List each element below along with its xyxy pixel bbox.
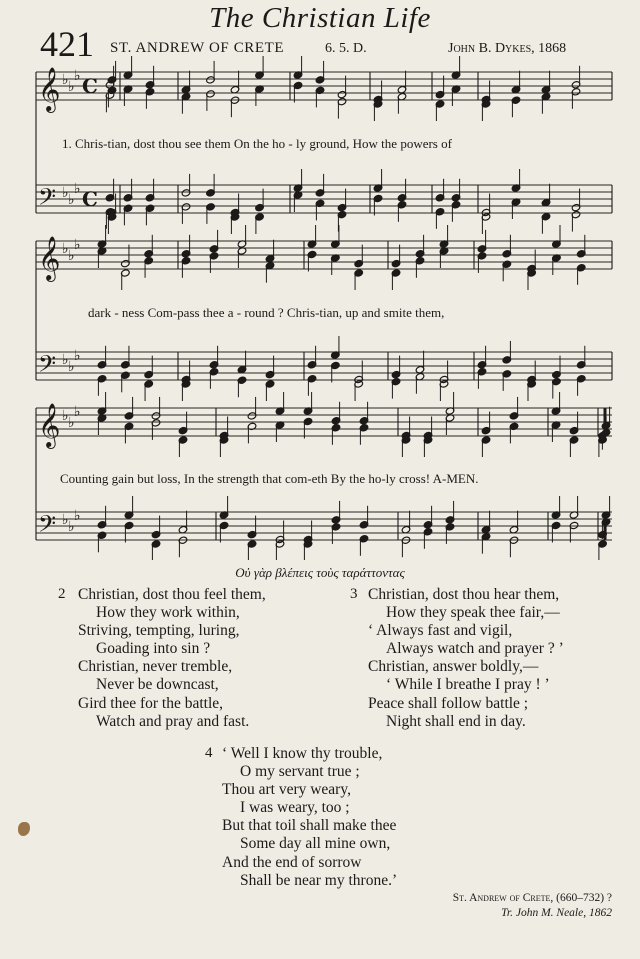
- verse-line: Gird thee for the battle,: [78, 694, 224, 712]
- composer-text: John B. Dykes, 1868: [448, 41, 567, 56]
- lyrics-line-2: dark - ness Com-pass thee a - round ? Chris-tian, up and smite them,: [88, 305, 445, 320]
- verse-number: 3: [350, 586, 358, 602]
- verse-line: Never be downcast,: [96, 676, 219, 694]
- tune-name: ST. ANDREW OF CRETE: [110, 40, 285, 56]
- verse-number: 2: [58, 586, 66, 602]
- verse-3: [368, 586, 564, 731]
- flat-sign: ♭: [62, 185, 69, 201]
- flat-sign: ♭: [68, 248, 75, 264]
- verse-line: Christian, never tremble,: [78, 658, 233, 676]
- lyrics-line-3: Counting gain but loss, In the strength that com-eth By the ho-ly cross! A-MEN.: [60, 471, 479, 486]
- flat-sign: ♭: [62, 408, 69, 424]
- treble-clef: 𝄞: [38, 403, 61, 447]
- verse-line: ‘ While I breathe I pray ! ’: [386, 676, 550, 694]
- attribution: [453, 891, 612, 921]
- verse-line: ‘ Always fast and vigil,: [368, 622, 513, 640]
- verse-line: Night shall end in day.: [386, 712, 526, 730]
- lyrics-line-1: 1. Chris-tian, dost thou see them On the ho - ly ground, How the powers of: [62, 136, 452, 151]
- verse-line: Watch and pray and fast.: [96, 712, 250, 730]
- greek-motto: Οὐ γὰρ βλέπεις τοὺς ταράττοντας: [235, 565, 405, 580]
- time-signature: C: [82, 74, 98, 98]
- verse-number: 4: [205, 745, 213, 761]
- section-title: The Christian Life: [209, 2, 431, 34]
- verse-line: Always watch and prayer ? ’: [386, 640, 564, 658]
- verse-line: ‘ Well I know thy trouble,: [222, 745, 383, 762]
- flat-sign: ♭: [68, 359, 75, 375]
- page-smudge: [18, 822, 30, 836]
- verse-line: Some day all mine own,: [240, 835, 391, 853]
- verse-line: Peace shall follow battle ;: [368, 694, 529, 712]
- verse-line: And the end of sorrow: [222, 853, 362, 871]
- flat-sign: ♭: [74, 68, 81, 84]
- flat-sign: ♭: [68, 79, 75, 95]
- meter: 6. 5. D.: [325, 41, 367, 56]
- verse-line: But that toil shall make thee: [222, 817, 397, 835]
- attribution-translator: Tr. John M. Neale, 1862: [501, 907, 612, 919]
- flat-sign: ♭: [62, 512, 69, 528]
- verse-line: Christian, answer boldly,—: [368, 658, 539, 676]
- hymn-number: 421: [40, 24, 94, 64]
- flat-sign: ♭: [62, 72, 69, 88]
- flat-sign: ♭: [74, 508, 81, 524]
- bass-clef: 𝄢: [38, 183, 57, 216]
- bass-clef: 𝄢: [38, 510, 57, 543]
- verse-line: Striving, tempting, luring,: [78, 622, 240, 640]
- treble-clef: 𝄞: [38, 67, 61, 111]
- verse-line: Christian, dost thou feel them,: [78, 586, 266, 603]
- flat-sign: ♭: [68, 519, 75, 535]
- verse-line: Goading into sin ?: [96, 640, 211, 658]
- flat-sign: ♭: [62, 241, 69, 257]
- verse-2: [78, 586, 266, 731]
- bass-clef: 𝄢: [38, 350, 57, 383]
- attribution-author: St. Andrew of Crete, (660–732) ?: [452, 892, 612, 904]
- flat-sign: ♭: [62, 352, 69, 368]
- verse-line: How they work within,: [96, 604, 240, 622]
- time-signature: C: [82, 187, 98, 211]
- flat-sign: ♭: [68, 415, 75, 431]
- flat-sign: ♭: [74, 237, 81, 253]
- flat-sign: ♭: [74, 181, 81, 197]
- verse-line: Thou art very weary,: [222, 781, 351, 799]
- verse-line: O my servant true ;: [240, 763, 360, 781]
- flat-sign: ♭: [74, 404, 81, 420]
- verse-line: Shall be near my throne.’: [240, 871, 398, 889]
- treble-clef: 𝄞: [38, 236, 61, 280]
- verse-line: How they speak thee fair,—: [386, 604, 560, 622]
- verse-4: [222, 745, 397, 890]
- verse-line: Christian, dost thou hear them,: [368, 586, 560, 603]
- flat-sign: ♭: [68, 192, 75, 208]
- verse-line: I was weary, too ;: [240, 799, 350, 817]
- flat-sign: ♭: [74, 348, 81, 364]
